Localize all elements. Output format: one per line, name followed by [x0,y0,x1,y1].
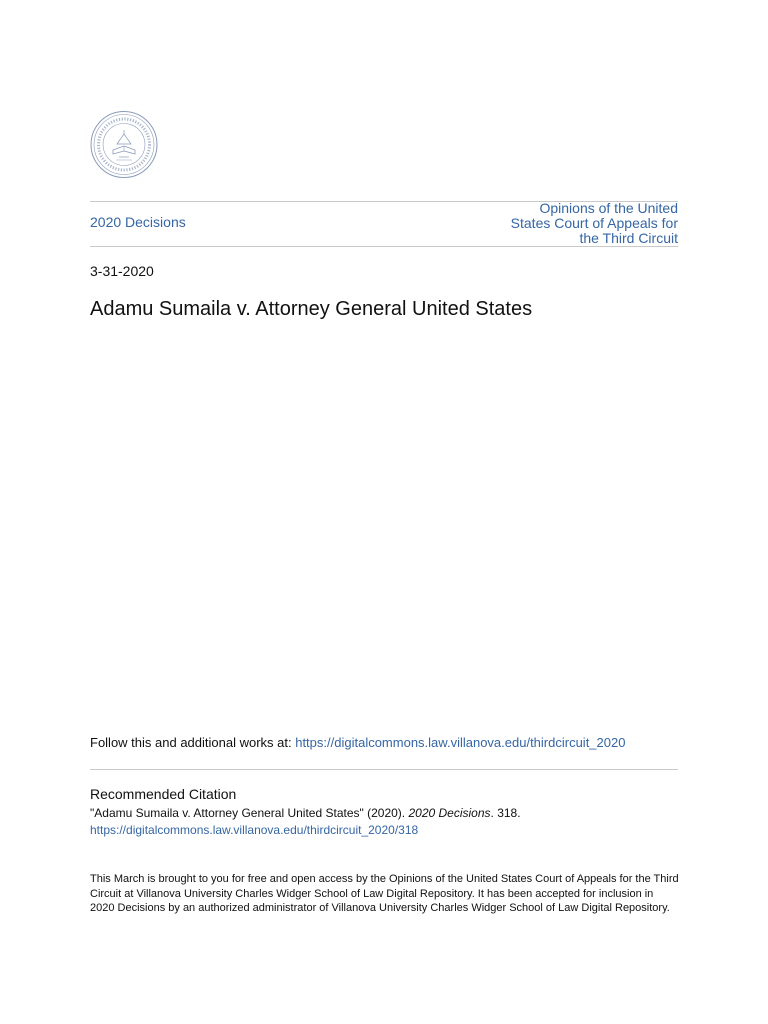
citation-heading: Recommended Citation [90,786,237,802]
collection-link[interactable]: 2020 Decisions [90,214,186,230]
header-bottom-divider [90,246,678,247]
citation-text-prefix: "Adamu Sumaila v. Attorney General United States" (2020). [90,806,409,820]
citation-text [90,806,521,820]
follow-line [90,735,625,750]
document-title: Adamu Sumaila v. Attorney General United States [90,298,533,320]
citation-text-italic: 2020 Decisions [408,806,491,820]
document-date: 3-31-2020 [90,263,154,279]
citation-url-link[interactable]: https://digitalcommons.law.villanova.edu/thirdcircuit_2020/318 [90,823,419,837]
citation-divider [90,769,678,770]
citation-text-suffix: . 318. [490,806,521,820]
follow-url-link[interactable]: https://digitalcommons.law.villanova.edu/thirdcircuit_2020 [295,735,626,750]
footer-notice: This March is brought to you for free and open access by the Opinions of the United States Court of Appeals for the Third Circuit at Villanova University Charles Widger School of Law Digital Repository. It has been accepted for inclusion in 2020 Decisions by an authorized administrator of Villanova University Charles Widger School of Law Digital Repository. [90,873,679,914]
series-link[interactable]: Opinions of the United States Court of Appeals for the Third Circuit [510,200,678,246]
follow-prefix: Follow this and additional works at: [90,735,296,750]
university-seal-icon [89,108,159,181]
